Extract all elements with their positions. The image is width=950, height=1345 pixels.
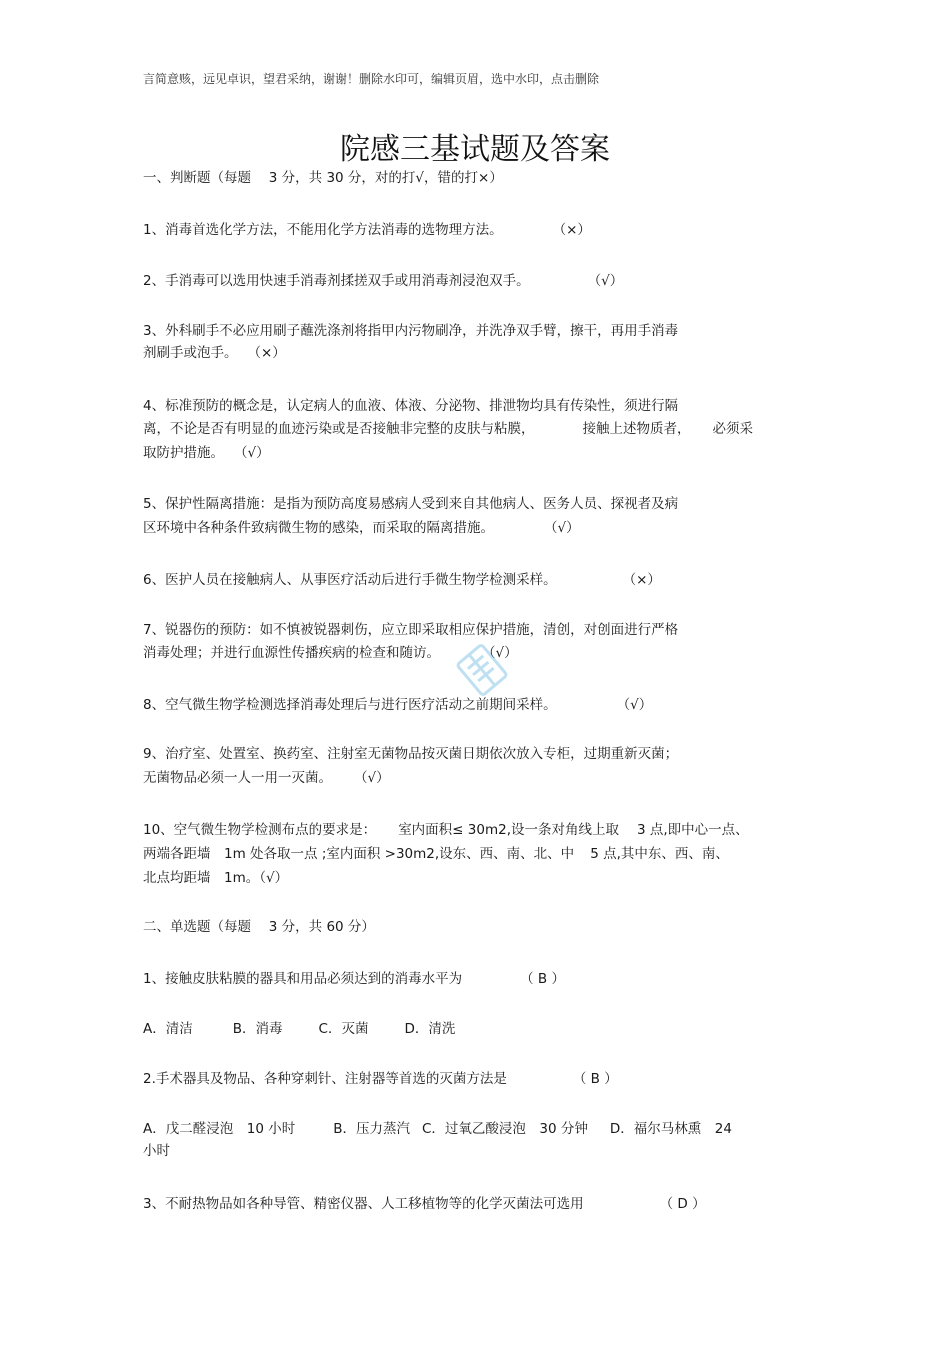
question-text: 3 点,即中心一点、 — [637, 822, 749, 838]
answer: （√） — [482, 645, 518, 661]
question-text: 6、医护人员在接触病人、从事医疗活动后进行手微生物学检测采样。 — [143, 572, 557, 588]
question-1-8 — [143, 695, 652, 715]
option-a: A．戊二醛浸泡 10 小时 — [143, 1121, 296, 1137]
question-text: 接触上述物质者， — [582, 421, 691, 437]
header-note: 言简意赅，远见卓识，望君采纳，谢谢！删除水印可，编辑页眉，选中水印，点击删除 — [143, 72, 600, 86]
answer: （×） — [247, 345, 286, 361]
question-text: 3、不耐热物品如各种导管、精密仪器、人工移植物等的化学灭菌法可选用 — [143, 1196, 584, 1212]
question-text: 1、接触皮肤粘膜的器具和用品必须达到的消毒水平为 — [143, 971, 463, 987]
question-2-1 — [143, 969, 565, 989]
option-b: B．压力蒸汽 — [333, 1121, 410, 1137]
answer: （ D ） — [659, 1196, 706, 1212]
answer: （×） — [552, 222, 591, 238]
question-text: 无菌物品必须一人一用一灭菌。 — [143, 770, 332, 786]
question-text: 剂刷手或泡手。 — [143, 345, 238, 361]
question-1-10-line3: 北点均距墙 1m。（√） — [143, 870, 289, 886]
question-1-5-line2 — [143, 518, 580, 538]
question-text: 区环境中各种条件致病微生物的感染，而采取的隔离措施。 — [143, 520, 494, 536]
question-text: 10、空气微生物学检测布点的要求是： — [143, 822, 377, 838]
question-text: 消毒处理；并进行血源性传播疾病的检查和随访。 — [143, 645, 440, 661]
option-d: D．福尔马林熏 24 — [609, 1121, 732, 1137]
question-2-3 — [143, 1194, 706, 1214]
question-1-9-line1: 9、治疗室、处置室、换药室、注射室无菌物品按灭菌日期依次放入专柜，过期重新灭菌； — [143, 746, 679, 762]
answer: （ B ） — [520, 971, 565, 987]
question-text: 室内面积≤ 30m2,设一条对角线上取 — [398, 822, 619, 838]
question-1-2 — [143, 271, 623, 291]
question-text: 5 点,其中东、西、南、 — [590, 846, 729, 862]
question-1-4-line2 — [143, 419, 753, 439]
question-1-9-line2 — [143, 768, 390, 788]
question-1-5-line1: 5、保护性隔离措施：是指为预防高度易感病人受到来自其他病人、医务人员、探视者及病 — [143, 496, 679, 512]
question-2-2 — [143, 1069, 618, 1089]
question-text: 取防护措施。 — [143, 445, 224, 461]
answer: （√） — [234, 445, 270, 461]
answer: （√） — [354, 770, 390, 786]
answer: （×） — [622, 572, 661, 588]
question-text: 2、手消毒可以选用快速手消毒剂揉搓双手或用消毒剂浸泡双手。 — [143, 273, 530, 289]
question-2-2-options — [143, 1119, 732, 1139]
question-2-2-options-wrap: 小时 — [143, 1143, 170, 1159]
question-1-1 — [143, 220, 591, 240]
answer: （√） — [587, 273, 624, 289]
option-b: B．消毒 — [232, 1021, 283, 1037]
question-2-1-options — [143, 1019, 455, 1039]
watermark-icon — [452, 640, 512, 700]
question-text: 8、空气微生物学检测选择消毒处理后与进行医疗活动之前期间采样。 — [143, 697, 557, 713]
question-text: 离，不论是否有明显的血迹污染或是否接触非完整的皮肤与粘膜， — [143, 421, 535, 437]
question-text: 两端各距墙 1m 处各取一点 ;室内面积 >30m2,设东、西、南、北、中 — [143, 846, 575, 862]
question-1-10-line2 — [143, 844, 729, 864]
question-1-7-line1: 7、锐器伤的预防：如不慎被锐器刺伤，应立即采取相应保护措施，清创，对创面进行严格 — [143, 622, 679, 638]
question-text: 1、消毒首选化学方法，不能用化学方法消毒的选物理方法。 — [143, 222, 503, 238]
option-c: C．过氧乙酸浸泡 30 分钟 — [421, 1121, 588, 1137]
answer: （√） — [544, 520, 580, 536]
question-text: 2.手术器具及物品、各种穿刺针、注射器等首选的灭菌方法是 — [143, 1071, 507, 1087]
section2-heading: 二、单选题（每题 3 分，共 60 分） — [143, 919, 375, 935]
page-title: 院感三基试题及答案 — [340, 132, 610, 167]
question-text: 必须采 — [712, 421, 753, 437]
question-1-10-line1 — [143, 820, 749, 840]
answer: （ B ） — [572, 1071, 618, 1087]
question-1-3-line2 — [143, 343, 286, 363]
question-1-3-line1: 3、外科刷手不必应用刷子蘸洗涤剂将指甲内污物刷净，并洗净双手臂，擦干，再用手消毒 — [143, 323, 679, 339]
question-1-6 — [143, 570, 661, 590]
question-1-4-line3 — [143, 443, 270, 463]
section1-heading: 一、判断题（每题 3 分，共 30 分，对的打√，错的打×） — [143, 170, 503, 186]
option-d: D．清洗 — [404, 1021, 456, 1037]
answer: （√） — [616, 697, 653, 713]
question-1-4-line1: 4、标准预防的概念是，认定病人的血液、体液、分泌物、排泄物均具有传染性，须进行隔 — [143, 398, 679, 414]
option-c: C．灭菌 — [318, 1021, 369, 1037]
option-a: A．清洁 — [143, 1021, 193, 1037]
